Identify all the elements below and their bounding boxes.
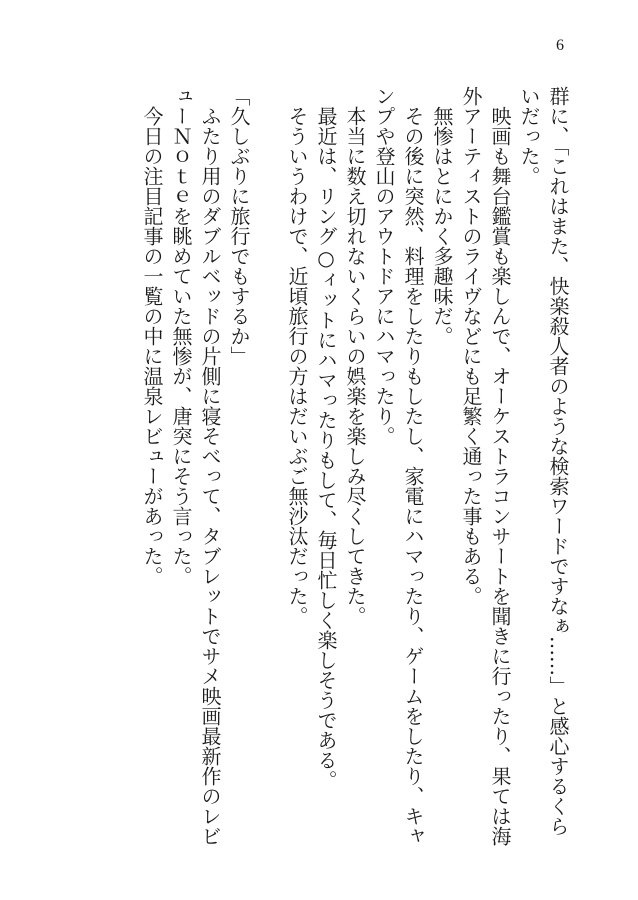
text-line: 今日の注目記事の一覧の中に温泉レビューがあった。 — [140, 86, 164, 586]
text-line: 無惨はとにかく多趣味だ。 — [430, 86, 454, 346]
text-line: いだった。 — [517, 86, 541, 186]
text-line: 「久しぶりに旅行でもするか」 — [227, 86, 251, 366]
text-line: ふたり用のダブルベッドの片側に寝そべって、タブレットでサメ映画最新作のレビ — [198, 86, 222, 846]
text-line: その後に突然、料理をしたりもしたし、家電にハマったり、ゲームをしたり、キャ — [401, 86, 425, 846]
body-text — [137, 86, 572, 848]
text-line: ンプや登山のアウトドアにハマったり。 — [372, 86, 396, 446]
text-line: 群に、「これはまた、快楽殺人者のような検索ワードですなぁ……」と感心するくら — [546, 86, 570, 836]
text-line: 最近は、リング○ィットにハマったりもして、毎日忙しく楽しそうである。 — [314, 86, 338, 790]
text-line: そういうわけで、近頃旅行の方はだいぶご無沙汰だった。 — [285, 86, 309, 626]
text-line: 本当に数え切れないくらいの娯楽を楽しみ尽くしてきた。 — [343, 86, 367, 626]
page-number: 6 — [556, 37, 564, 54]
text-line: 外アーティストのライヴなどにも足繁く通った事もある。 — [459, 86, 483, 606]
blank-line — [253, 86, 282, 848]
text-line: 映画も舞台鑑賞も楽しんで、オーケストラコンサートを聞きに行ったり、果ては海 — [488, 86, 512, 846]
text-line: ューＮｏｔｅを眺めていた無惨が、唐突にそう言った。 — [169, 86, 193, 586]
